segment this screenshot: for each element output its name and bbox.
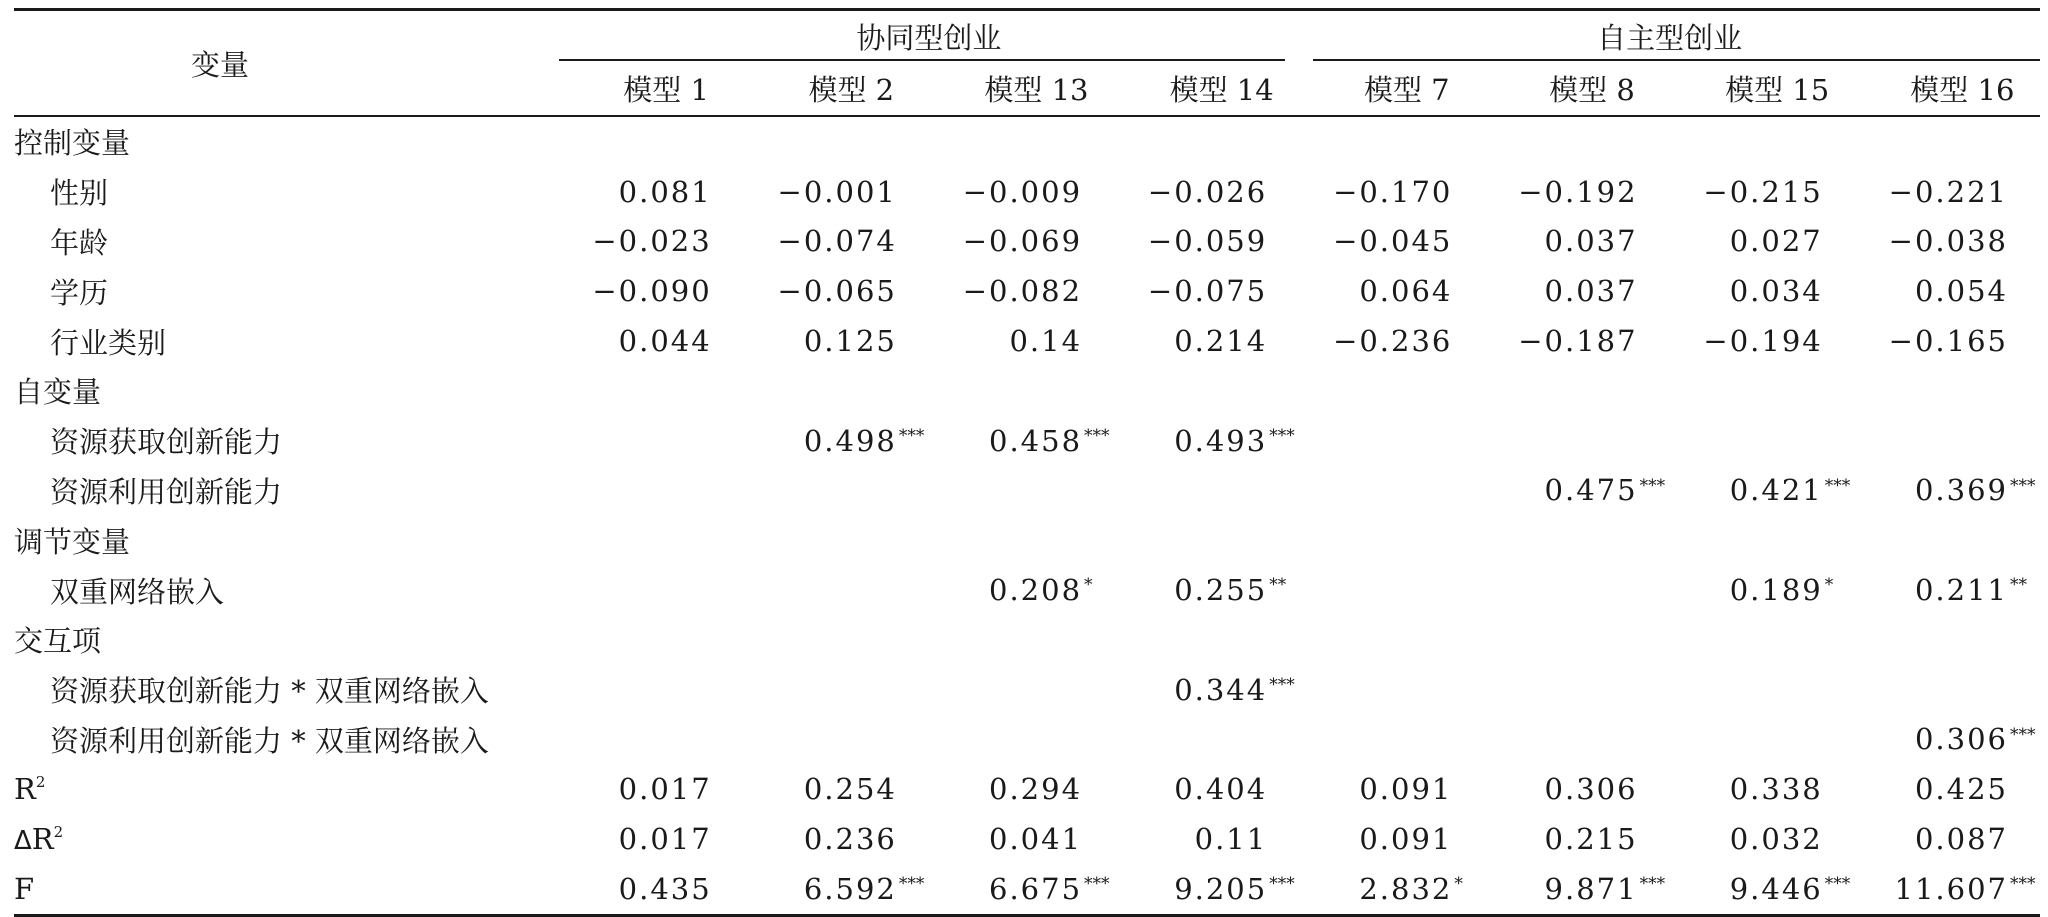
regression-table — [14, 8, 2040, 917]
value-cell — [929, 764, 1114, 814]
value-cell — [1855, 316, 2040, 366]
coefficient-value: 0.404 — [1174, 772, 1268, 807]
value-cell — [559, 864, 744, 915]
row-label — [14, 167, 559, 217]
coefficient-value: −0.069 — [962, 224, 1083, 259]
coefficient-value: 0.054 — [1914, 274, 2008, 309]
coefficient-value: 0.475 — [1544, 473, 1638, 508]
value-cell — [1299, 416, 1484, 466]
value-cell — [1855, 814, 2040, 864]
value-cell — [1855, 416, 2040, 466]
value-cell — [1299, 565, 1484, 615]
row-label-text: 年龄 — [50, 225, 109, 260]
significance-stars: *** — [898, 425, 925, 446]
coefficient-value: 0.214 — [1174, 324, 1268, 359]
coefficient-value: 0.254 — [803, 772, 897, 807]
value-cell — [1855, 615, 2040, 665]
value-cell — [1484, 366, 1669, 416]
value-cell — [744, 167, 929, 217]
value-cell — [1855, 266, 2040, 316]
coefficient-value: 0.498 — [803, 423, 897, 458]
row-label — [14, 615, 559, 665]
table-body — [14, 116, 2040, 915]
coefficient-value: 0.034 — [1729, 274, 1823, 309]
table-row — [14, 416, 2040, 466]
value-cell — [929, 266, 1114, 316]
value-cell — [559, 715, 744, 765]
value-cell — [1670, 814, 1855, 864]
coefficient-value: 0.189 — [1729, 573, 1823, 608]
row-label-superscript: 2 — [35, 773, 46, 792]
value-cell — [1670, 366, 1855, 416]
coefficient-value: 0.125 — [803, 324, 897, 359]
value-cell — [929, 565, 1114, 615]
value-cell — [1299, 515, 1484, 565]
value-cell — [1114, 466, 1299, 516]
coefficient-value: −0.023 — [592, 224, 712, 259]
value-cell — [1855, 116, 2040, 167]
row-label — [14, 266, 559, 316]
value-cell — [1855, 515, 2040, 565]
value-cell — [1855, 565, 2040, 615]
table-row — [14, 814, 2040, 864]
table-row — [14, 316, 2040, 366]
model-header: 模型 16 — [1910, 72, 2015, 107]
coefficient-value: −0.165 — [1888, 324, 2008, 359]
significance-stars: *** — [2010, 724, 2036, 745]
value-cell — [929, 217, 1114, 267]
row-label — [14, 665, 559, 715]
value-cell — [559, 217, 744, 267]
value-cell — [929, 316, 1114, 366]
significance-stars: *** — [1084, 425, 1110, 446]
model-header: 模型 14 — [1169, 72, 1274, 107]
value-cell — [1855, 665, 2040, 715]
value-cell — [1670, 466, 1855, 516]
row-label-text: 资源利用创新能力 * 双重网络嵌入 — [50, 723, 489, 758]
value-cell — [1484, 217, 1669, 267]
value-cell — [1855, 764, 2040, 814]
row-label-text: 性别 — [50, 176, 109, 211]
table-row — [14, 665, 2040, 715]
coefficient-value: 0.458 — [989, 423, 1083, 458]
value-cell — [559, 266, 744, 316]
value-cell — [1299, 864, 1484, 915]
value-cell — [559, 466, 744, 516]
value-cell — [1484, 466, 1669, 516]
coefficient-value: 9.871 — [1544, 871, 1638, 906]
value-cell — [1114, 167, 1299, 217]
value-cell — [929, 665, 1114, 715]
value-cell — [744, 366, 929, 416]
coefficient-value: 0.044 — [618, 324, 712, 359]
coefficient-value: 0.211 — [1914, 573, 2008, 608]
coefficient-value: 0.435 — [618, 871, 712, 906]
coefficient-value: 0.027 — [1729, 224, 1823, 259]
value-cell — [1484, 316, 1669, 366]
significance-stars: *** — [2010, 475, 2036, 496]
coefficient-value: 0.091 — [1359, 772, 1453, 807]
value-cell — [1484, 416, 1669, 466]
significance-stars: * — [1824, 575, 1834, 596]
coefficient-value: 6.592 — [803, 871, 897, 906]
value-cell — [1114, 515, 1299, 565]
table-row — [14, 764, 2040, 814]
row-label-text: 学历 — [50, 275, 109, 310]
value-cell — [1299, 316, 1484, 366]
row-label-text: 调节变量 — [14, 524, 131, 559]
coefficient-value: −0.192 — [1518, 174, 1638, 209]
value-cell — [744, 466, 929, 516]
value-cell — [1855, 715, 2040, 765]
significance-stars: *** — [898, 873, 925, 894]
value-cell — [1299, 266, 1484, 316]
row-label-text: 行业类别 — [50, 325, 167, 360]
coefficient-value: 0.425 — [1914, 772, 2008, 807]
row-label-superscript: 2 — [53, 823, 64, 842]
value-cell — [1670, 715, 1855, 765]
value-cell — [559, 116, 744, 167]
coefficient-value: 0.017 — [618, 822, 712, 857]
value-cell — [1114, 615, 1299, 665]
coefficient-value: −0.038 — [1888, 224, 2008, 259]
row-label-text: R — [31, 822, 54, 857]
value-cell — [1670, 515, 1855, 565]
model-header: 模型 7 — [1363, 72, 1450, 107]
value-cell — [744, 565, 929, 615]
coefficient-value: −0.170 — [1333, 174, 1453, 209]
value-cell — [1484, 266, 1669, 316]
coefficient-value: −0.075 — [1147, 274, 1268, 309]
coefficient-value: −0.065 — [777, 274, 897, 309]
group-header-collaborative — [559, 10, 1300, 62]
coefficient-value: −0.001 — [777, 174, 897, 209]
coefficient-value: 0.255 — [1174, 573, 1268, 608]
table-row — [14, 167, 2040, 217]
model-header: 模型 15 — [1725, 72, 1830, 107]
value-cell — [1670, 116, 1855, 167]
significance-stars: *** — [1639, 873, 1666, 894]
value-cell — [559, 167, 744, 217]
coefficient-value: −0.059 — [1147, 224, 1268, 259]
table-row — [14, 116, 2040, 167]
coefficient-value: −0.045 — [1333, 224, 1453, 259]
row-label — [14, 764, 559, 814]
value-cell — [1114, 864, 1299, 915]
row-label — [14, 217, 559, 267]
value-cell — [744, 266, 929, 316]
value-cell — [1670, 565, 1855, 615]
value-cell — [929, 116, 1114, 167]
table-row — [14, 217, 2040, 267]
row-label-text: R — [14, 772, 36, 807]
coefficient-value: 2.832 — [1359, 871, 1453, 906]
group-header-collaborative-label: 协同型创业 — [856, 20, 1002, 55]
value-cell — [1114, 416, 1299, 466]
value-cell — [1299, 715, 1484, 765]
significance-stars: *** — [1269, 425, 1295, 446]
coefficient-value: −0.026 — [1147, 174, 1268, 209]
value-cell — [1299, 814, 1484, 864]
coefficient-value: 0.369 — [1914, 473, 2008, 508]
model-header: 模型 8 — [1549, 72, 1635, 107]
value-cell — [1114, 366, 1299, 416]
table-row — [14, 266, 2040, 316]
significance-stars: * — [1454, 873, 1463, 894]
coefficient-value: −0.194 — [1703, 324, 1823, 359]
significance-stars: *** — [1269, 873, 1295, 894]
row-label-prefix: Δ — [14, 826, 32, 857]
coefficient-value: −0.074 — [777, 224, 897, 259]
table-row — [14, 615, 2040, 665]
value-cell — [1484, 615, 1669, 665]
value-cell — [1484, 715, 1669, 765]
coefficient-value: 0.11 — [1194, 822, 1268, 857]
value-cell — [1299, 665, 1484, 715]
coefficient-value: 0.344 — [1174, 672, 1268, 707]
value-cell — [559, 764, 744, 814]
value-cell — [929, 416, 1114, 466]
value-cell — [929, 864, 1114, 915]
value-cell — [559, 316, 744, 366]
variable-header: 变量 — [191, 47, 250, 82]
coefficient-value: 0.017 — [618, 772, 712, 807]
coefficient-value: 0.215 — [1544, 822, 1638, 857]
value-cell — [1855, 864, 2040, 915]
value-cell — [744, 416, 929, 466]
value-cell — [1484, 565, 1669, 615]
model-header: 模型 13 — [984, 72, 1089, 107]
value-cell — [744, 116, 929, 167]
value-cell — [1484, 116, 1669, 167]
value-cell — [1670, 167, 1855, 217]
coefficient-value: 0.14 — [1009, 324, 1083, 359]
value-cell — [1484, 864, 1669, 915]
value-cell — [559, 665, 744, 715]
row-label — [14, 864, 559, 915]
coefficient-value: 0.087 — [1914, 822, 2008, 857]
value-cell — [744, 217, 929, 267]
value-cell — [929, 615, 1114, 665]
value-cell — [1299, 217, 1484, 267]
row-label-text: 自变量 — [14, 375, 102, 410]
value-cell — [1114, 565, 1299, 615]
value-cell — [559, 366, 744, 416]
group-header-independent-label: 自主型创业 — [1597, 20, 1743, 55]
value-cell — [1855, 466, 2040, 516]
row-label — [14, 316, 559, 366]
table-row — [14, 515, 2040, 565]
row-label — [14, 565, 559, 615]
value-cell — [744, 665, 929, 715]
value-cell — [1670, 864, 1855, 915]
group-rule-independent — [1313, 59, 2040, 61]
value-cell — [1670, 266, 1855, 316]
value-cell — [744, 764, 929, 814]
coefficient-value: 0.421 — [1729, 473, 1823, 508]
coefficient-value: −0.215 — [1703, 174, 1823, 209]
value-cell — [1484, 814, 1669, 864]
row-label — [14, 466, 559, 516]
significance-stars: *** — [2010, 873, 2036, 894]
value-cell — [929, 715, 1114, 765]
value-cell — [1670, 416, 1855, 466]
coefficient-value: 11.607 — [1894, 871, 2008, 906]
row-label — [14, 416, 559, 466]
value-cell — [1484, 167, 1669, 217]
value-cell — [559, 615, 744, 665]
table-row — [14, 366, 2040, 416]
value-cell — [1299, 615, 1484, 665]
coefficient-value: 9.205 — [1174, 871, 1268, 906]
coefficient-value: 9.446 — [1729, 871, 1823, 906]
value-cell — [929, 515, 1114, 565]
coefficient-value: 0.294 — [989, 772, 1083, 807]
coefficient-value: 0.208 — [989, 573, 1083, 608]
value-cell — [744, 316, 929, 366]
value-cell — [1670, 615, 1855, 665]
group-rule-collaborative — [559, 59, 1286, 61]
value-cell — [1299, 167, 1484, 217]
coefficient-value: 0.338 — [1729, 772, 1823, 807]
value-cell — [559, 565, 744, 615]
value-cell — [929, 366, 1114, 416]
table-row — [14, 565, 2040, 615]
row-label — [14, 715, 559, 765]
value-cell — [929, 466, 1114, 516]
value-cell — [1114, 715, 1299, 765]
row-label-text: 控制变量 — [14, 126, 131, 161]
table-header — [14, 10, 2040, 117]
coefficient-value: −0.090 — [592, 274, 712, 309]
coefficient-value: 0.091 — [1359, 822, 1453, 857]
coefficient-value: −0.082 — [962, 274, 1083, 309]
table-row — [14, 715, 2040, 765]
significance-stars: *** — [1269, 674, 1295, 695]
value-cell — [1114, 665, 1299, 715]
value-cell — [559, 814, 744, 864]
value-cell — [1114, 116, 1299, 167]
significance-stars: ** — [2010, 575, 2027, 596]
coefficient-value: 0.236 — [803, 822, 897, 857]
significance-stars: *** — [1084, 873, 1110, 894]
significance-stars: *** — [1824, 475, 1851, 496]
value-cell — [1114, 814, 1299, 864]
coefficient-value: 0.306 — [1544, 772, 1638, 807]
group-header-independent — [1299, 10, 2040, 62]
coefficient-value: 0.041 — [989, 822, 1083, 857]
table-row — [14, 466, 2040, 516]
row-label-text: 交互项 — [14, 624, 102, 659]
row-label — [14, 116, 559, 167]
row-label-text: 双重网络嵌入 — [50, 574, 225, 609]
value-cell — [1114, 217, 1299, 267]
row-label — [14, 515, 559, 565]
value-cell — [559, 416, 744, 466]
coefficient-value: 0.081 — [618, 174, 712, 209]
model-header: 模型 2 — [808, 72, 895, 107]
table-row — [14, 864, 2040, 915]
coefficient-value: −0.236 — [1333, 324, 1453, 359]
value-cell — [1114, 764, 1299, 814]
coefficient-value: −0.221 — [1888, 174, 2008, 209]
coefficient-value: 6.675 — [989, 871, 1083, 906]
value-cell — [1114, 316, 1299, 366]
row-label-text: 资源利用创新能力 — [50, 474, 283, 509]
row-label-text: F — [14, 871, 35, 906]
value-cell — [744, 515, 929, 565]
coefficient-value: 0.032 — [1729, 822, 1823, 857]
value-cell — [744, 715, 929, 765]
coefficient-value: −0.187 — [1518, 324, 1638, 359]
significance-stars: ** — [1269, 575, 1287, 596]
value-cell — [559, 515, 744, 565]
coefficient-value: 0.064 — [1359, 274, 1453, 309]
value-cell — [1299, 116, 1484, 167]
row-label-text: 资源获取创新能力 — [50, 425, 283, 460]
value-cell — [1484, 665, 1669, 715]
value-cell — [1670, 764, 1855, 814]
value-cell — [744, 615, 929, 665]
value-cell — [1484, 764, 1669, 814]
model-header: 模型 1 — [623, 72, 709, 107]
significance-stars: * — [1084, 575, 1093, 596]
value-cell — [929, 167, 1114, 217]
value-cell — [1855, 217, 2040, 267]
coefficient-value: −0.009 — [962, 174, 1083, 209]
significance-stars: *** — [1824, 873, 1851, 894]
coefficient-value: 0.306 — [1914, 722, 2008, 757]
value-cell — [1855, 366, 2040, 416]
value-cell — [1114, 266, 1299, 316]
value-cell — [1855, 167, 2040, 217]
value-cell — [1299, 466, 1484, 516]
value-cell — [1484, 515, 1669, 565]
value-cell — [1670, 217, 1855, 267]
value-cell — [929, 814, 1114, 864]
coefficient-value: 0.037 — [1544, 224, 1638, 259]
value-cell — [1670, 316, 1855, 366]
value-cell — [1670, 665, 1855, 715]
value-cell — [744, 814, 929, 864]
value-cell — [1299, 366, 1484, 416]
coefficient-value: 0.493 — [1174, 423, 1268, 458]
value-cell — [744, 864, 929, 915]
coefficient-value: 0.037 — [1544, 274, 1638, 309]
value-cell — [1299, 764, 1484, 814]
row-label — [14, 814, 559, 864]
row-label-text: 资源获取创新能力 * 双重网络嵌入 — [50, 674, 489, 709]
significance-stars: *** — [1639, 475, 1666, 496]
row-label — [14, 366, 559, 416]
